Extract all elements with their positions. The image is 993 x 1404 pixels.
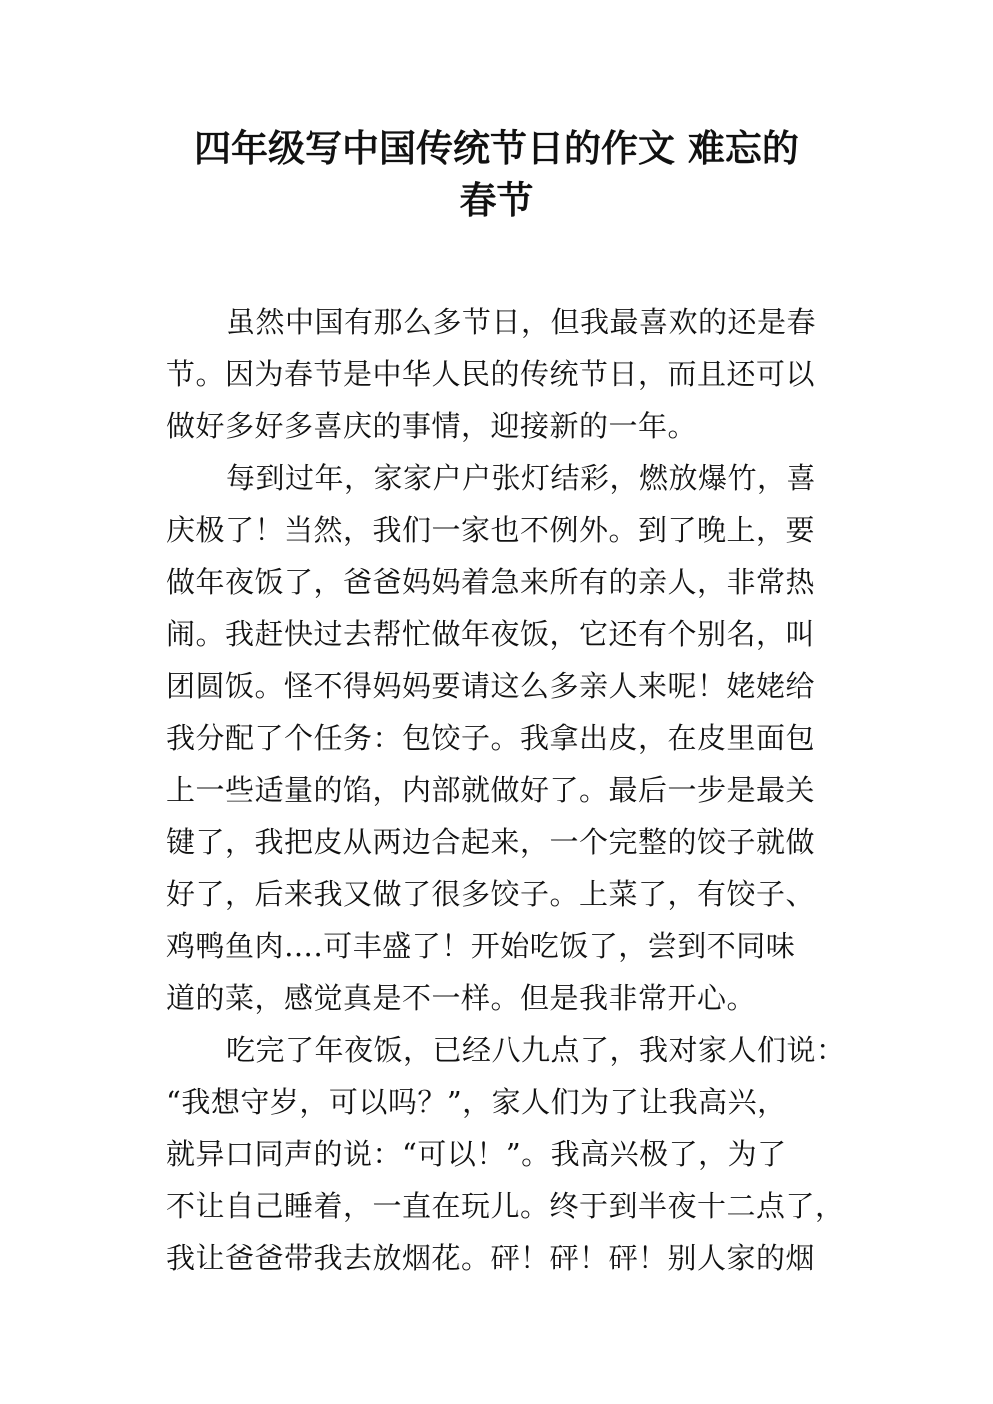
paragraph-1-line: 虽然中国有那么多节日，但我最喜欢的还是春 (226, 305, 817, 339)
paragraph-2-line: 团圆饭。怪不得妈妈要请这么多亲人来呢！姥姥给 (166, 669, 816, 703)
paragraph-2-line: 鸡鸭鱼肉….可丰盛了！开始吃饭了，尝到不同味 (166, 929, 796, 963)
paragraph-1-line: 节。因为春节是中华人民的传统节日，而且还可以 (166, 357, 816, 391)
paragraph-3-line: 不让自己睡着，一直在玩儿。终于到半夜十二点了， (166, 1189, 845, 1223)
paragraph-3-line: 我让爸爸带我去放烟花。砰！砰！砰！别人家的烟 (166, 1241, 816, 1275)
paragraph-3-line: “我想守岁，可以吗？”，家人们为了让我高兴， (166, 1085, 787, 1119)
paragraph-2-line: 上一些适量的馅，内部就做好了。最后一步是最关 (166, 773, 816, 807)
paragraph-2-line: 做年夜饭了，爸爸妈妈着急来所有的亲人，非常热 (166, 565, 816, 599)
paragraph-2-line: 键了，我把皮从两边合起来，一个完整的饺子就做 (166, 825, 816, 859)
document-title-line-2: 春节 (459, 179, 534, 222)
paragraph-2-line: 闹。我赶快过去帮忙做年夜饭，它还有个别名，叫 (166, 617, 816, 651)
paragraph-3-line: 就异口同声的说：“可以！”。我高兴极了，为了 (166, 1137, 787, 1171)
document-title-line-1: 四年级写中国传统节日的作文 难忘的 (194, 127, 799, 170)
paragraph-2-line: 每到过年，家家户户张灯结彩，燃放爆竹，喜 (226, 461, 817, 495)
paragraph-2-line: 好了，后来我又做了很多饺子。上菜了，有饺子、 (166, 877, 816, 911)
paragraph-1-line: 做好多好多喜庆的事情，迎接新的一年。 (166, 409, 698, 443)
paragraph-2-line: 道的菜，感觉真是不一样。但是我非常开心。 (166, 981, 757, 1015)
essay-body (166, 300, 846, 1288)
paragraph-2-line: 我分配了个任务：包饺子。我拿出皮，在皮里面包 (166, 721, 816, 755)
paragraph-3-line: 吃完了年夜饭，已经八九点了，我对家人们说： (226, 1033, 846, 1067)
paragraph-2-line: 庆极了！当然，我们一家也不例外。到了晚上，要 (166, 513, 816, 547)
